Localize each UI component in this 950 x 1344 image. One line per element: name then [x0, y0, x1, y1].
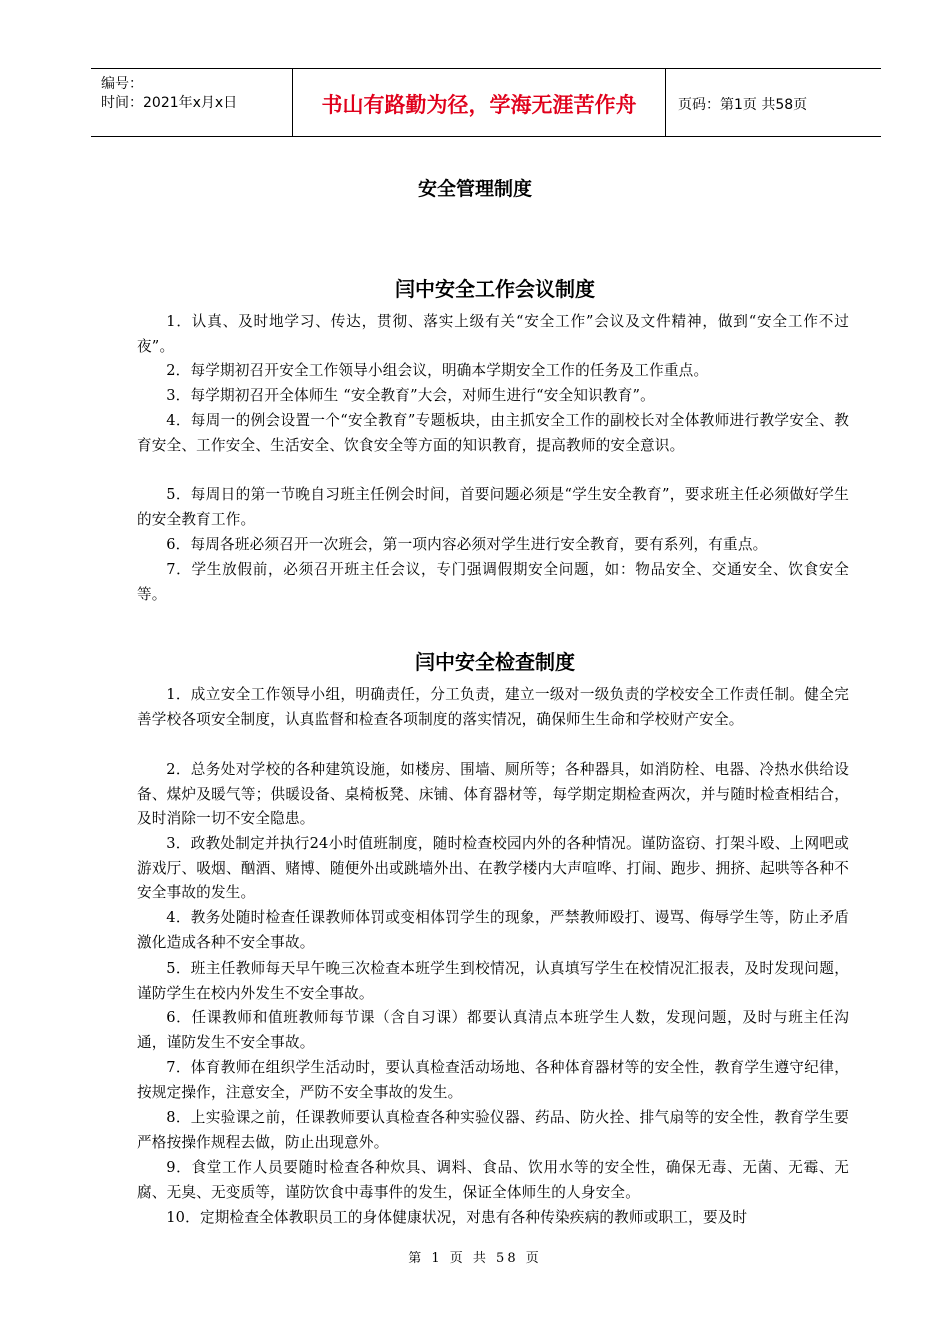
- header-motto-cell: [293, 69, 666, 136]
- document-title: 安全管理制度: [417, 178, 532, 200]
- paragraph: 4．每周一的例会设置一个“安全教育”专题板块，由主抓安全工作的副校长对全体教师进行教学安全、教育安全、工作安全、生活安全、饮食安全等方面的知识教育，提高教师的安全意识。: [137, 412, 849, 454]
- paragraph: 1．认真、及时地学习、传达，贯彻、落实上级有关“安全工作”会议及文件精神，做到“安全工作不过夜”。: [137, 313, 849, 355]
- paragraph: 6．每周各班必须召开一次班会，第一项内容必须对学生进行安全教育，要有系列，有重点。: [166, 536, 768, 553]
- section-title: 闫中安全检查制度: [415, 650, 575, 674]
- header-page-cell: [666, 69, 881, 136]
- paragraph: 7．体育教师在组织学生活动时，要认真检查活动场地、各种体育器材等的安全性，教育学生遵守纪律，按规定操作，注意安全，严防不安全事故的发生。: [137, 1059, 849, 1101]
- paragraph: 5．班主任教师每天早午晚三次检查本班学生到校情况，认真填写学生在校情况汇报表，及时发现问题，谨防学生在校内外发生不安全事故。: [137, 960, 849, 1002]
- paragraph: 2．总务处对学校的各种建筑设施，如楼房、围墙、厕所等；各种器具，如消防栓、电器、冷热水供给设备、煤炉及暖气等；供暖设备、桌椅板凳、床铺、体育器材等，每学期定期检查两次，并与随时检查相结合，及时消除一切不安全隐患。: [137, 761, 849, 828]
- paragraph: 4．教务处随时检查任课教师体罚或变相体罚学生的现象，严禁教师殴打、谩骂、侮辱学生等，防止矛盾激化造成各种不安全事故。: [137, 909, 849, 951]
- page-number-label: 页码：第1页 共58页: [678, 97, 808, 113]
- motto-text: 书山有路勤为径，学海无涯苦作舟: [321, 93, 637, 117]
- paragraph: 7．学生放假前，必须召开班主任会议，专门强调假期安全问题，如：物品安全、交通安全、饮食安全等。: [137, 561, 849, 603]
- paragraph: 6．任课教师和值班教师每节课（含自习课）都要认真清点本班学生人数，发现问题，及时与班主任沟通，谨防发生不安全事故。: [137, 1009, 849, 1051]
- page-footer: 第 1 页 共 58 页: [408, 1251, 542, 1266]
- code-label: 编号：: [101, 76, 143, 92]
- paragraph: 10．定期检查全体教职员工的身体健康状况，对患有各种传染疾病的教师或职工，要及时: [166, 1209, 748, 1226]
- paragraph: 8．上实验课之前，任课教师要认真检查各种实验仪器、药品、防火拴、排气扇等的安全性，教育学生要严格按操作规程去做，防止出现意外。: [137, 1109, 849, 1151]
- time-label: 时间：2021年x月x日: [101, 95, 238, 111]
- paragraph: 9．食堂工作人员要随时检查各种炊具、调料、食品、饮用水等的安全性，确保无毒、无菌、无霉、无腐、无臭、无变质等，谨防饮食中毒事件的发生，保证全体师生的人身安全。: [137, 1159, 849, 1201]
- section-title: 闫中安全工作会议制度: [395, 277, 595, 301]
- paragraph: 3．每学期初召开全体师生 “安全教育”大会，对师生进行“安全知识教育”。: [166, 387, 655, 404]
- paragraph: 1．成立安全工作领导小组，明确责任，分工负责，建立一级对一级负责的学校安全工作责任制。健全完善学校各项安全制度，认真监督和检查各项制度的落实情况，确保师生生命和学校财产安全。: [137, 686, 849, 728]
- page-header: [91, 68, 881, 137]
- paragraph: 2．每学期初召开安全工作领导小组会议，明确本学期安全工作的任务及工作重点。: [166, 362, 709, 379]
- paragraph: 3．政教处制定并执行24小时值班制度，随时检查校园内外的各种情况。谨防盗窃、打架斗殴、上网吧或游戏厅、吸烟、酗酒、赌博、随便外出或跳墙外出、在教学楼内大声喧哗、打闹、跑步、拥挤、起哄等各种不安全事故的发生。: [137, 835, 849, 902]
- paragraph: 5．每周日的第一节晚自习班主任例会时间，首要问题必须是“学生安全教育”，要求班主任必须做好学生的安全教育工作。: [137, 486, 849, 528]
- header-info-cell: [91, 69, 293, 136]
